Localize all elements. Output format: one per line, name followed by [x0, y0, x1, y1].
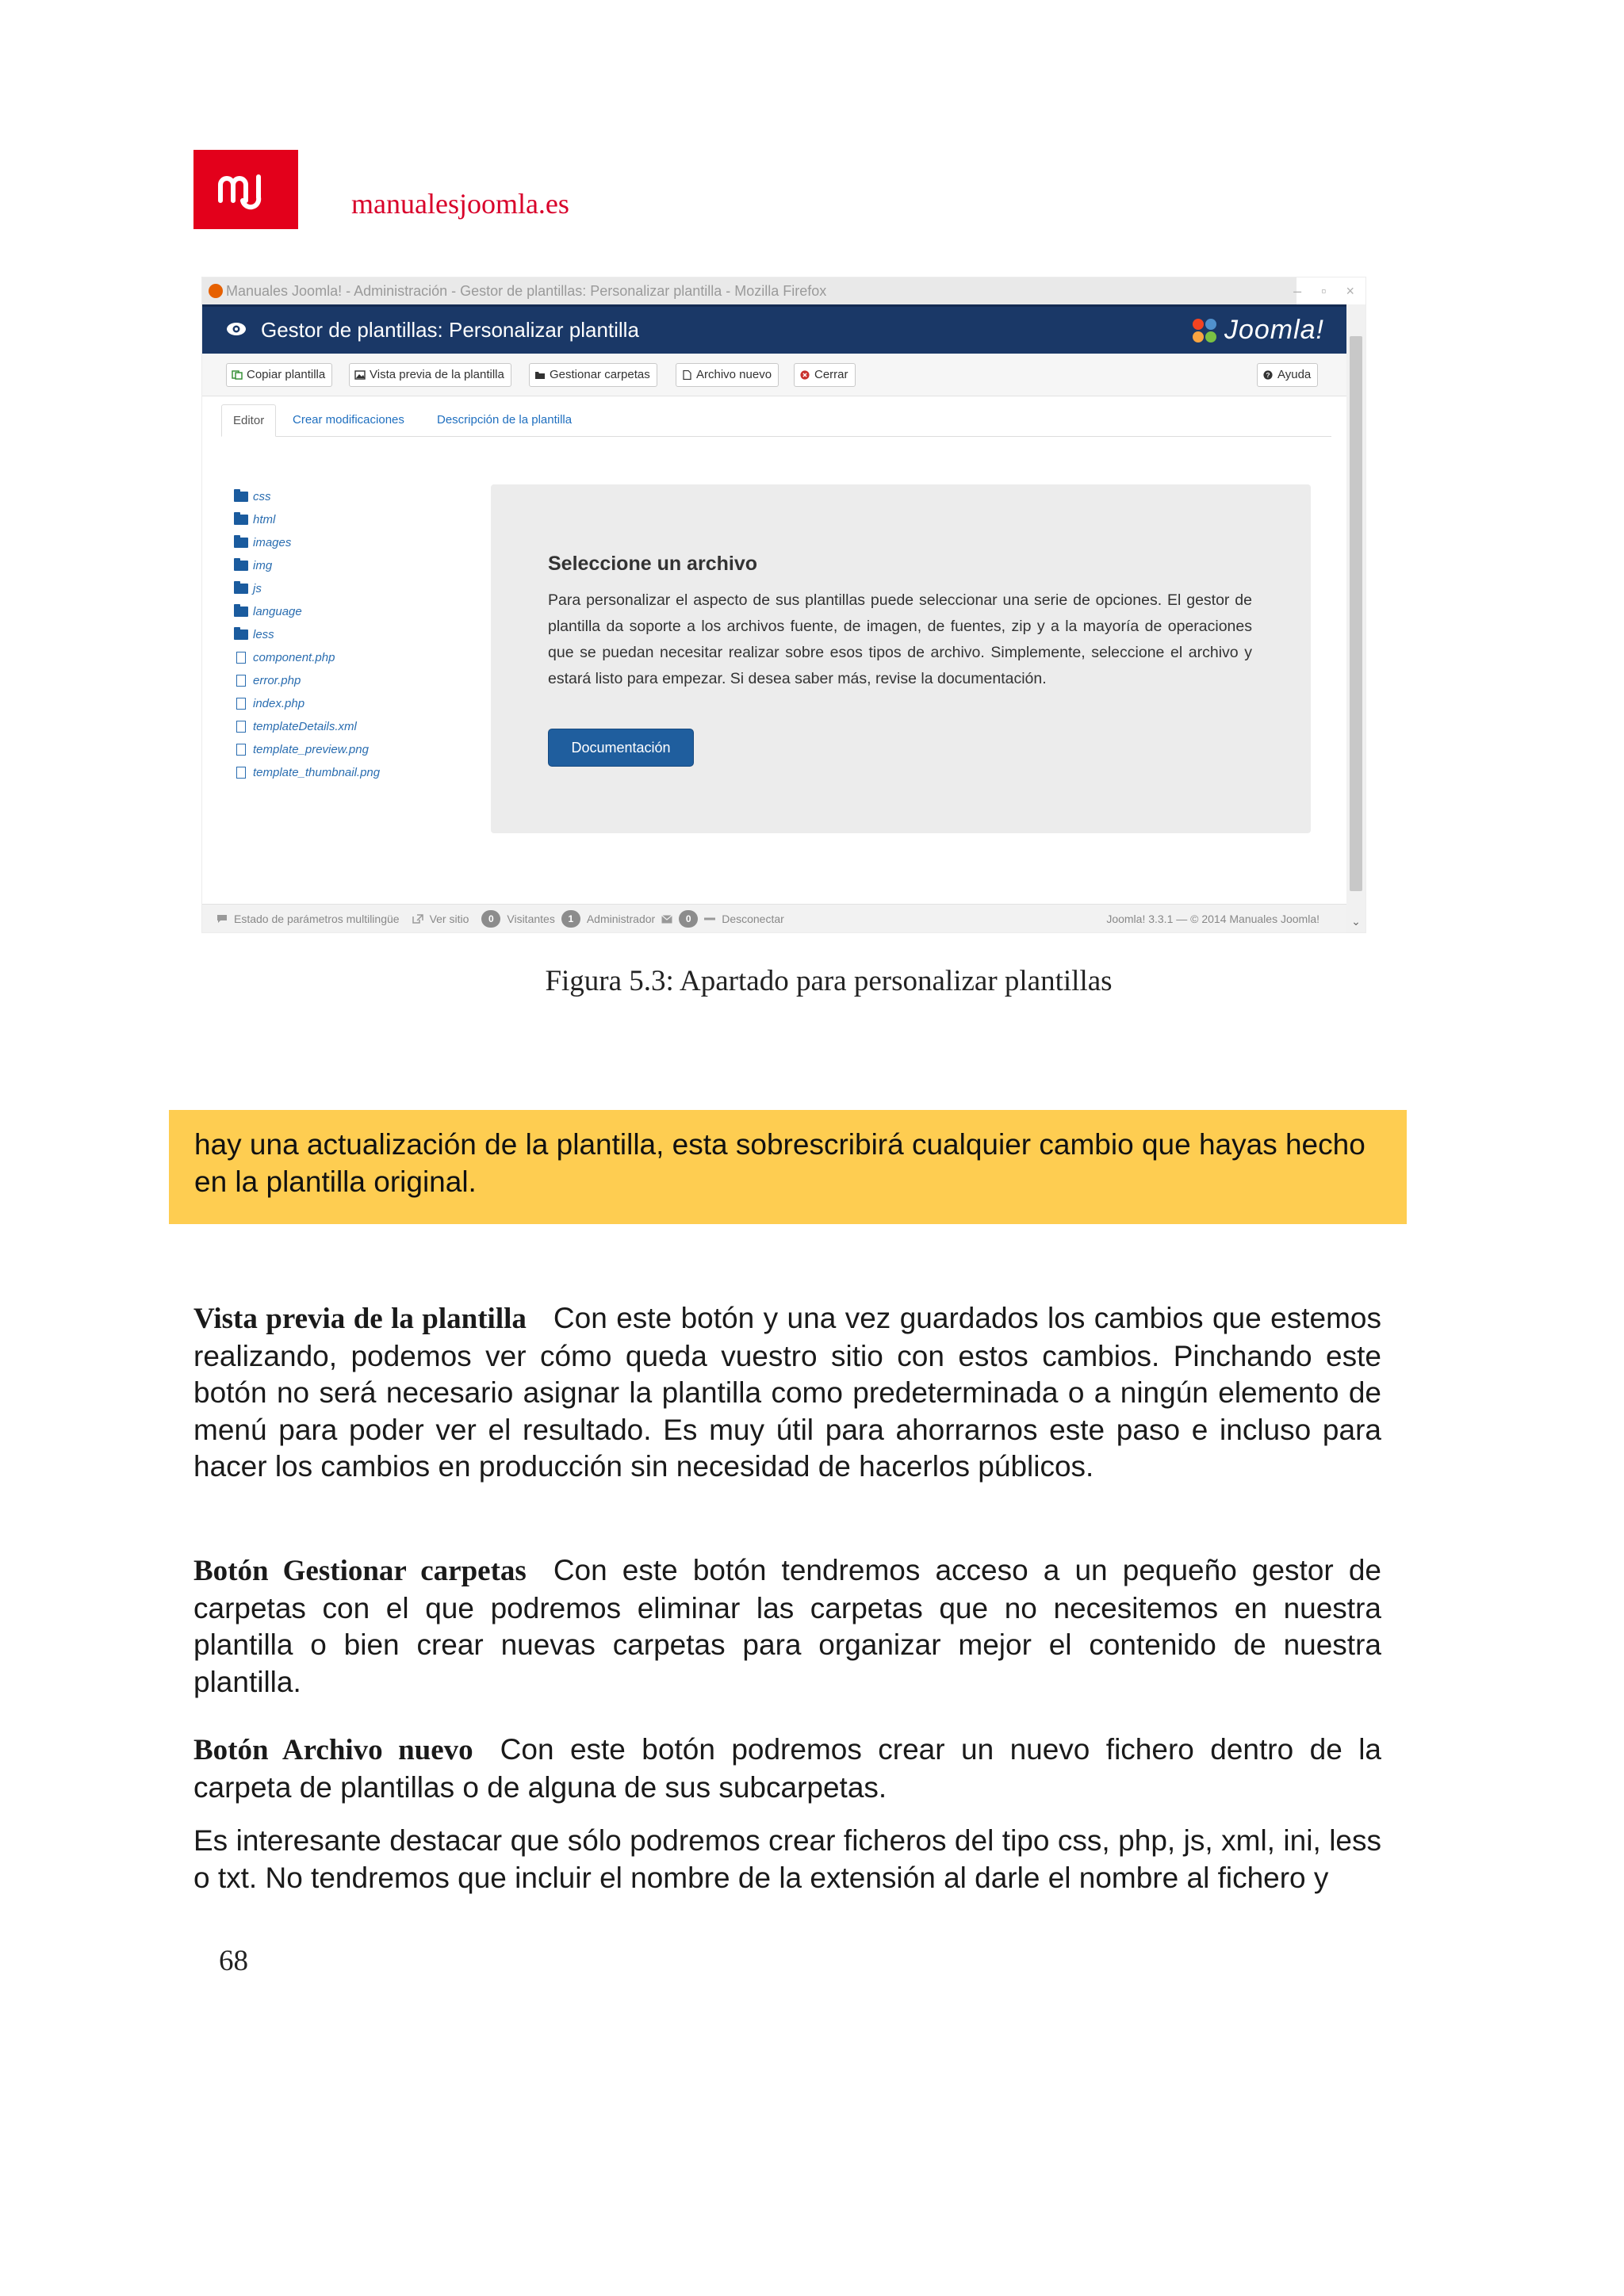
close-circle-icon: [799, 370, 810, 380]
folder-icon: [234, 584, 248, 594]
copy-template-label: Copiar plantilla: [247, 368, 326, 381]
section-folders: [193, 1552, 1381, 1701]
folder-icon: [234, 492, 248, 502]
folder-icon: [234, 607, 248, 617]
preview-template-label: Vista previa de la plantilla: [370, 368, 504, 381]
view-site-link[interactable]: Ver sitio: [429, 913, 469, 925]
tree-file[interactable]: [234, 715, 472, 738]
section-text: Con este botón tendremos acceso a un pequeño gestor de carpetas con el que podremos eliminar las carpetas que no necesitemos en nuestra plantilla o bien crear nuevas carpetas para organizar mejor el contenido de nuestra plantilla.: [193, 1554, 1381, 1698]
tree-folder[interactable]: [234, 485, 472, 508]
window-controls[interactable]: – ▫ ×: [1293, 283, 1362, 299]
tree-folder[interactable]: [234, 623, 472, 646]
tree-item-label: component.php: [253, 651, 335, 664]
image-icon: [354, 370, 366, 380]
visitors-count-badge: 0: [481, 910, 500, 928]
messages-count-badge[interactable]: 0: [679, 910, 698, 928]
admin-label: Administrador: [586, 913, 656, 925]
section-heading: Vista previa de la plantilla: [193, 1303, 527, 1335]
scroll-down-arrow-icon[interactable]: ⌄: [1351, 915, 1361, 928]
manage-folders-label: Gestionar carpetas: [550, 368, 650, 381]
page-number: 68: [219, 1945, 248, 1977]
section-text: Con este botón y una vez guardados los cambios que estemos realizando, podemos ver cómo queda vuestro sitio con estos cambios. Pinchando este botón no será necesario asignar la plantilla como predeterminada o a ningún elemento de menú para poder ver el resultado. Es muy útil para ahorrarnos este paso e incluso para hacer los cambios en producción sin necesidad de hacerlos públicos.: [193, 1302, 1381, 1483]
file-icon: [236, 698, 246, 710]
tree-folder[interactable]: [234, 577, 472, 600]
external-link-icon: [412, 914, 423, 924]
file-icon: [681, 370, 692, 380]
admin-count-badge: 1: [561, 910, 580, 928]
documentation-button[interactable]: Documentación: [548, 729, 694, 767]
section-text: Con este botón podremos crear un nuevo fichero dentro de la carpeta de plantillas o de alguna de sus subcarpetas.: [193, 1733, 1381, 1804]
svg-text:?: ?: [1266, 371, 1270, 379]
tree-file[interactable]: [234, 669, 472, 692]
page-title: Gestor de plantillas: Personalizar plantilla: [261, 318, 639, 342]
mj-logo-icon: [214, 166, 278, 213]
tree-item-label: less: [253, 628, 274, 641]
file-icon: [236, 675, 246, 687]
tree-folder[interactable]: [234, 554, 472, 577]
tree-item-label: templateDetails.xml: [253, 720, 357, 733]
status-bar: [202, 904, 1346, 932]
logout-link[interactable]: Desconectar: [722, 913, 784, 925]
comment-icon: [216, 914, 228, 924]
tree-file[interactable]: [234, 738, 472, 761]
tab-bar: [221, 404, 1331, 437]
new-file-label: Archivo nuevo: [696, 368, 772, 381]
site-name[interactable]: manualesjoomla.es: [351, 188, 569, 220]
copy-icon: [232, 370, 243, 380]
help-label: Ayuda: [1277, 368, 1312, 381]
help-icon: [1262, 370, 1274, 380]
joomla-logo[interactable]: [1189, 315, 1324, 346]
note-box: hay una actualización de la plantilla, esta sobrescribirá cualquier cambio que hayas hecho en la plantilla original.: [169, 1110, 1407, 1224]
file-icon: [236, 721, 246, 733]
tree-item-label: css: [253, 490, 271, 503]
close-button[interactable]: [794, 363, 856, 387]
help-button[interactable]: [1257, 363, 1318, 387]
tree-item-label: html: [253, 513, 276, 526]
site-logo: [193, 150, 298, 229]
section-new-file: [193, 1732, 1381, 1806]
file-icon: [236, 767, 246, 779]
multilang-status-link[interactable]: Estado de parámetros multilingüe: [234, 913, 400, 925]
eye-icon: [226, 321, 247, 337]
manage-folders-button[interactable]: [529, 363, 657, 387]
scrollbar-thumb[interactable]: [1350, 336, 1362, 891]
admin-header: [202, 304, 1346, 354]
folder-icon: [534, 370, 546, 380]
section-preview: [193, 1300, 1381, 1486]
tree-item-label: error.php: [253, 674, 301, 687]
firefox-icon: [209, 284, 223, 298]
tab-create-overrides[interactable]: Crear modificaciones: [293, 413, 404, 427]
folder-icon: [234, 538, 248, 548]
section-heading: Botón Archivo nuevo: [193, 1734, 473, 1766]
browser-title-bar: [202, 277, 1297, 304]
tree-folder[interactable]: [234, 600, 472, 623]
tree-item-label: images: [253, 536, 292, 549]
extra-paragraph: Es interesante destacar que sólo podremos crear ficheros del tipo css, php, js, xml, ini, less o txt. No tendremos que incluir el nombre de la extensión al darle el nombre al fichero y: [193, 1824, 1381, 1894]
section-heading: Botón Gestionar carpetas: [193, 1555, 527, 1587]
tree-item-label: template_preview.png: [253, 743, 369, 756]
browser-title: Manuales Joomla! - Administración - Gestor de plantillas: Personalizar plantilla - Mozilla Firefox: [226, 283, 827, 299]
folder-icon: [234, 515, 248, 525]
tree-item-label: template_thumbnail.png: [253, 766, 381, 779]
toolbar: [202, 354, 1346, 396]
file-tree: [234, 485, 472, 784]
tree-item-label: img: [253, 559, 273, 572]
tree-file[interactable]: [234, 761, 472, 784]
tree-item-label: index.php: [253, 697, 305, 710]
tree-folder[interactable]: [234, 531, 472, 554]
tree-folder[interactable]: [234, 508, 472, 531]
joomla-brand: Joomla!: [1224, 315, 1324, 345]
folder-icon: [234, 629, 248, 640]
panel-text: Para personalizar el aspecto de sus plantillas puede seleccionar una serie de opciones. El gestor de plantilla da soporte a los archivos fuente, de imagen, de fuentes, zip y a la mayoría de operaciones que se puedan necesitar realizar sobre esos tipos de archivo. Simplemente, seleccione el archivo y estará listo para empezar. Si desea saber más, revise la documentación.: [548, 591, 1252, 687]
copy-template-button[interactable]: [226, 363, 332, 387]
tab-editor[interactable]: Editor: [221, 404, 276, 437]
screenshot-figure: [202, 277, 1365, 932]
scrollbar[interactable]: [1346, 304, 1365, 932]
file-icon: [236, 652, 246, 664]
folder-icon: [234, 561, 248, 571]
minus-icon: [704, 916, 715, 921]
close-label: Cerrar: [814, 368, 848, 381]
tree-item-label: js: [253, 582, 262, 595]
preview-template-button[interactable]: [349, 363, 511, 387]
version-text: Joomla! 3.3.1 — © 2014 Manuales Joomla!: [1106, 913, 1320, 925]
select-file-panel: [491, 484, 1311, 833]
tree-file[interactable]: [234, 692, 472, 715]
envelope-icon: [661, 915, 672, 924]
visitors-label: Visitantes: [507, 913, 555, 925]
tree-item-label: language: [253, 605, 302, 618]
tab-template-description[interactable]: Descripción de la plantilla: [437, 413, 573, 427]
new-file-button[interactable]: [676, 363, 779, 387]
joomla-flower-icon: [1189, 316, 1220, 346]
file-icon: [236, 744, 246, 756]
figure-caption: Figura 5.3: Apartado para personalizar plantillas: [545, 965, 1113, 997]
tree-file[interactable]: [234, 646, 472, 669]
panel-heading: Seleccione un archivo: [548, 553, 757, 575]
